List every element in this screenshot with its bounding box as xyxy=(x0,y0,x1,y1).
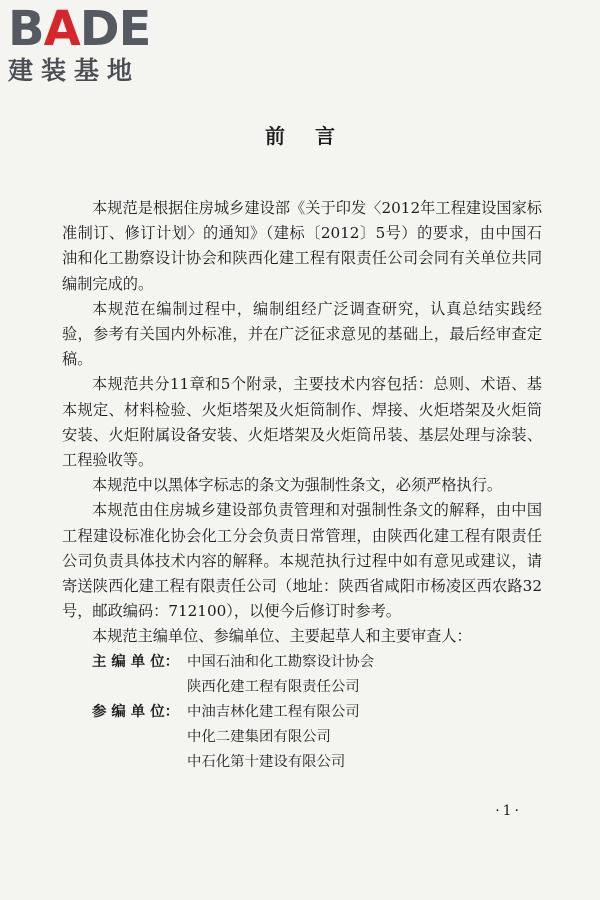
participant-units-row xyxy=(62,700,542,776)
paragraph: 本规范在编制过程中，编制组经广泛调查研究，认真总结实践经验，参考有关国内外标准，并在广泛征求意见的基础上，最后经审查定稿。 xyxy=(62,299,542,369)
unit-name: 中化二建集团有限公司 xyxy=(187,729,331,746)
chief-units-label: 主 编 单 位： xyxy=(92,653,179,670)
unit-name: 中国石油和化工勘察设计协会 xyxy=(187,653,375,670)
paragraph: 本规范中以黑体字标志的条文为强制性条文，必须严格执行。 xyxy=(92,476,503,495)
paragraph: 本规范主编单位、参编单位、主要起草人和主要审查人： xyxy=(92,627,472,646)
unit-name: 中油吉林化建工程有限公司 xyxy=(187,704,360,721)
logo-subtitle: 建装基地 xyxy=(8,56,141,85)
bade-logo xyxy=(8,1,178,90)
logo-mark: BADE xyxy=(8,1,151,57)
page-number: ·1· xyxy=(495,803,522,819)
paragraph: 本规范共分11章和5个附录，主要技术内容包括：总则、术语、基本规定、材料检验、火炬塔架及火炬筒制作、焊接、火炬塔架及火炬筒安装、火炬附属设备安装、火炬塔架及火炬筒吊装、基层处理与涂装、工程验收等。 xyxy=(62,375,542,470)
participant-units xyxy=(187,700,542,776)
chief-units xyxy=(187,650,542,700)
preface-body xyxy=(62,196,542,776)
units-list xyxy=(62,650,542,776)
unit-name: 中石化第十建设有限公司 xyxy=(187,754,346,771)
paragraph: 本规范是根据住房城乡建设部《关于印发〈2012年工程建设国家标准制订、修订计划〉的通知》（建标〔2012〕5号）的要求，由中国石油和化工勘察设计协会和陕西化建工程有限责任公司会同有关单位共同编制完成的。 xyxy=(62,199,542,293)
unit-name: 陕西化建工程有限责任公司 xyxy=(187,678,360,695)
chief-units-row xyxy=(62,650,542,700)
participant-units-label: 参 编 单 位： xyxy=(92,704,179,721)
paragraph: 本规范由住房城乡建设部负责管理和对强制性条文的解释，由中国工程建设标准化协会化工分会负责日常管理，由陕西化建工程有限责任公司负责具体技术内容的解释。本规范执行过程中如有意见或建议，请寄送陕西化建工程有限责任公司（地址：陕西省咸阳市杨凌区西农路32号，邮政编码：712100），以便今后修订时参考。 xyxy=(62,501,542,621)
page-title: 前言 xyxy=(265,124,365,148)
